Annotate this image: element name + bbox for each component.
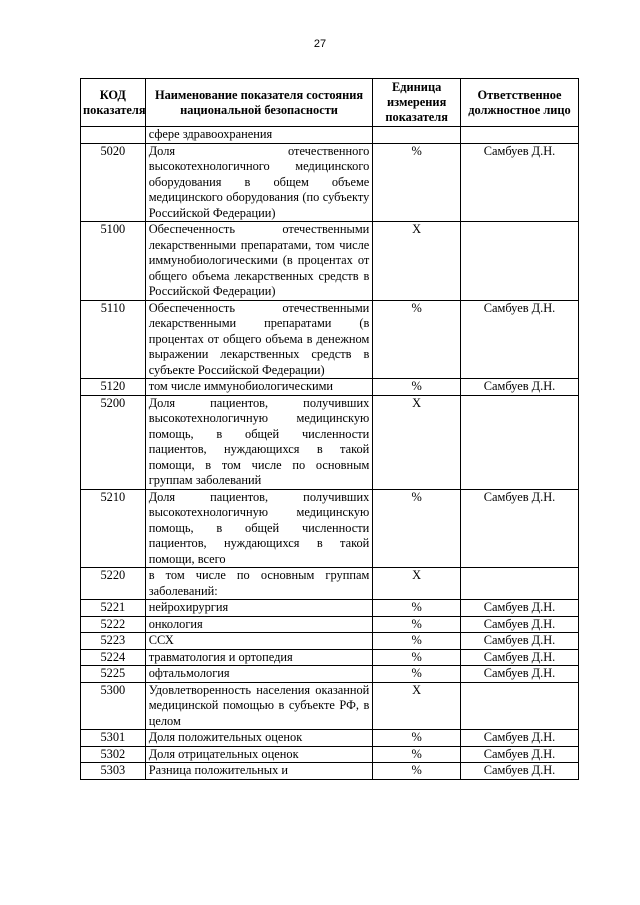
cell-code: 5110 bbox=[81, 300, 146, 379]
cell-name: Обеспеченность отечественными лекарственными препаратами, том числе иммунобиологическими (в процентах от общего объема лекарственных средств в Российской Федерации) bbox=[145, 222, 373, 301]
cell-name: Доля отрицательных оценок bbox=[145, 746, 373, 763]
cell-code: 5221 bbox=[81, 600, 146, 617]
cell-code: 5220 bbox=[81, 568, 146, 600]
cell-responsible bbox=[461, 395, 579, 489]
cell-unit: % bbox=[373, 730, 461, 747]
cell-responsible: Самбуев Д.Н. bbox=[461, 633, 579, 650]
cell-responsible: Самбуев Д.Н. bbox=[461, 300, 579, 379]
cell-code: 5224 bbox=[81, 649, 146, 666]
cell-responsible bbox=[461, 568, 579, 600]
table-row bbox=[81, 666, 579, 683]
cell-name: Обеспеченность отечественными лекарственными препаратами (в процентах от общего объема в денежном выражении лекарственных средств в субъекте Российской Федерации) bbox=[145, 300, 373, 379]
cell-responsible bbox=[461, 222, 579, 301]
cell-code: 5301 bbox=[81, 730, 146, 747]
cell-code: 5303 bbox=[81, 763, 146, 780]
header-responsible: Ответственное должностное лицо bbox=[461, 79, 579, 127]
cell-unit: % bbox=[373, 379, 461, 396]
table-row bbox=[81, 682, 579, 730]
cell-responsible: Самбуев Д.Н. bbox=[461, 616, 579, 633]
cell-responsible: Самбуев Д.Н. bbox=[461, 649, 579, 666]
cell-code: 5020 bbox=[81, 143, 146, 222]
table-row bbox=[81, 600, 579, 617]
table-row bbox=[81, 127, 579, 144]
cell-unit bbox=[373, 127, 461, 144]
cell-code: 5100 bbox=[81, 222, 146, 301]
cell-code: 5210 bbox=[81, 489, 146, 568]
cell-responsible: Самбуев Д.Н. bbox=[461, 600, 579, 617]
table-row bbox=[81, 730, 579, 747]
table-row bbox=[81, 300, 579, 379]
cell-code: 5222 bbox=[81, 616, 146, 633]
cell-code: 5223 bbox=[81, 633, 146, 650]
header-row bbox=[81, 79, 579, 127]
cell-responsible: Самбуев Д.Н. bbox=[461, 489, 579, 568]
cell-name: Доля пациентов, получивших высокотехнологичную медицинскую помощь, в общей численности пациентов, нуждающихся в такой помощи, всего bbox=[145, 489, 373, 568]
cell-responsible bbox=[461, 127, 579, 144]
cell-unit: % bbox=[373, 143, 461, 222]
table-row bbox=[81, 633, 579, 650]
cell-unit: % bbox=[373, 489, 461, 568]
cell-responsible: Самбуев Д.Н. bbox=[461, 730, 579, 747]
table-row bbox=[81, 489, 579, 568]
cell-unit: Х bbox=[373, 222, 461, 301]
cell-code: 5300 bbox=[81, 682, 146, 730]
table-row bbox=[81, 143, 579, 222]
header-name: Наименование показателя состояния национальной безопасности bbox=[145, 79, 373, 127]
table-row bbox=[81, 746, 579, 763]
cell-unit: % bbox=[373, 746, 461, 763]
cell-name: Доля отечественного высокотехнологичного медицинского оборудования в общем объеме медицинского оборудования (по субъекту Российской Федерации) bbox=[145, 143, 373, 222]
cell-name: Удовлетворенность населения оказанной медицинской помощью в субъекте РФ, в целом bbox=[145, 682, 373, 730]
cell-name: Доля положительных оценок bbox=[145, 730, 373, 747]
cell-responsible bbox=[461, 682, 579, 730]
cell-code: 5200 bbox=[81, 395, 146, 489]
table-header bbox=[81, 79, 579, 127]
table-row bbox=[81, 649, 579, 666]
cell-name: ССХ bbox=[145, 633, 373, 650]
indicators-table bbox=[80, 78, 579, 780]
cell-code: 5225 bbox=[81, 666, 146, 683]
cell-name: в том числе по основным группам заболеваний: bbox=[145, 568, 373, 600]
cell-name: онкология bbox=[145, 616, 373, 633]
cell-name: том числе иммунобиологическими bbox=[145, 379, 373, 396]
cell-code: 5120 bbox=[81, 379, 146, 396]
cell-name: Разница положительных и bbox=[145, 763, 373, 780]
cell-code: 5302 bbox=[81, 746, 146, 763]
table-row bbox=[81, 568, 579, 600]
cell-name: травматология и ортопедия bbox=[145, 649, 373, 666]
cell-responsible: Самбуев Д.Н. bbox=[461, 666, 579, 683]
header-unit: Единица измерения показателя bbox=[373, 79, 461, 127]
cell-name: Доля пациентов, получивших высокотехнологичную медицинскую помощь, в общей численности пациентов, нуждающихся в такой помощи, в том числе по основным группам заболеваний bbox=[145, 395, 373, 489]
cell-unit: % bbox=[373, 666, 461, 683]
table-row bbox=[81, 763, 579, 780]
cell-responsible: Самбуев Д.Н. bbox=[461, 763, 579, 780]
cell-responsible: Самбуев Д.Н. bbox=[461, 143, 579, 222]
cell-name: сфере здравоохранения bbox=[145, 127, 373, 144]
cell-responsible: Самбуев Д.Н. bbox=[461, 379, 579, 396]
header-code: КОД показателя bbox=[81, 79, 146, 127]
page-number: 27 bbox=[313, 38, 327, 50]
cell-unit: Х bbox=[373, 682, 461, 730]
cell-unit: % bbox=[373, 600, 461, 617]
cell-unit: % bbox=[373, 649, 461, 666]
cell-name: нейрохирургия bbox=[145, 600, 373, 617]
table-row bbox=[81, 379, 579, 396]
cell-unit: % bbox=[373, 763, 461, 780]
cell-unit: % bbox=[373, 616, 461, 633]
table-body bbox=[81, 127, 579, 780]
cell-unit: Х bbox=[373, 395, 461, 489]
table-row bbox=[81, 395, 579, 489]
cell-code bbox=[81, 127, 146, 144]
table-row bbox=[81, 616, 579, 633]
cell-responsible: Самбуев Д.Н. bbox=[461, 746, 579, 763]
cell-name: офтальмология bbox=[145, 666, 373, 683]
table-row bbox=[81, 222, 579, 301]
cell-unit: Х bbox=[373, 568, 461, 600]
cell-unit: % bbox=[373, 633, 461, 650]
cell-unit: % bbox=[373, 300, 461, 379]
